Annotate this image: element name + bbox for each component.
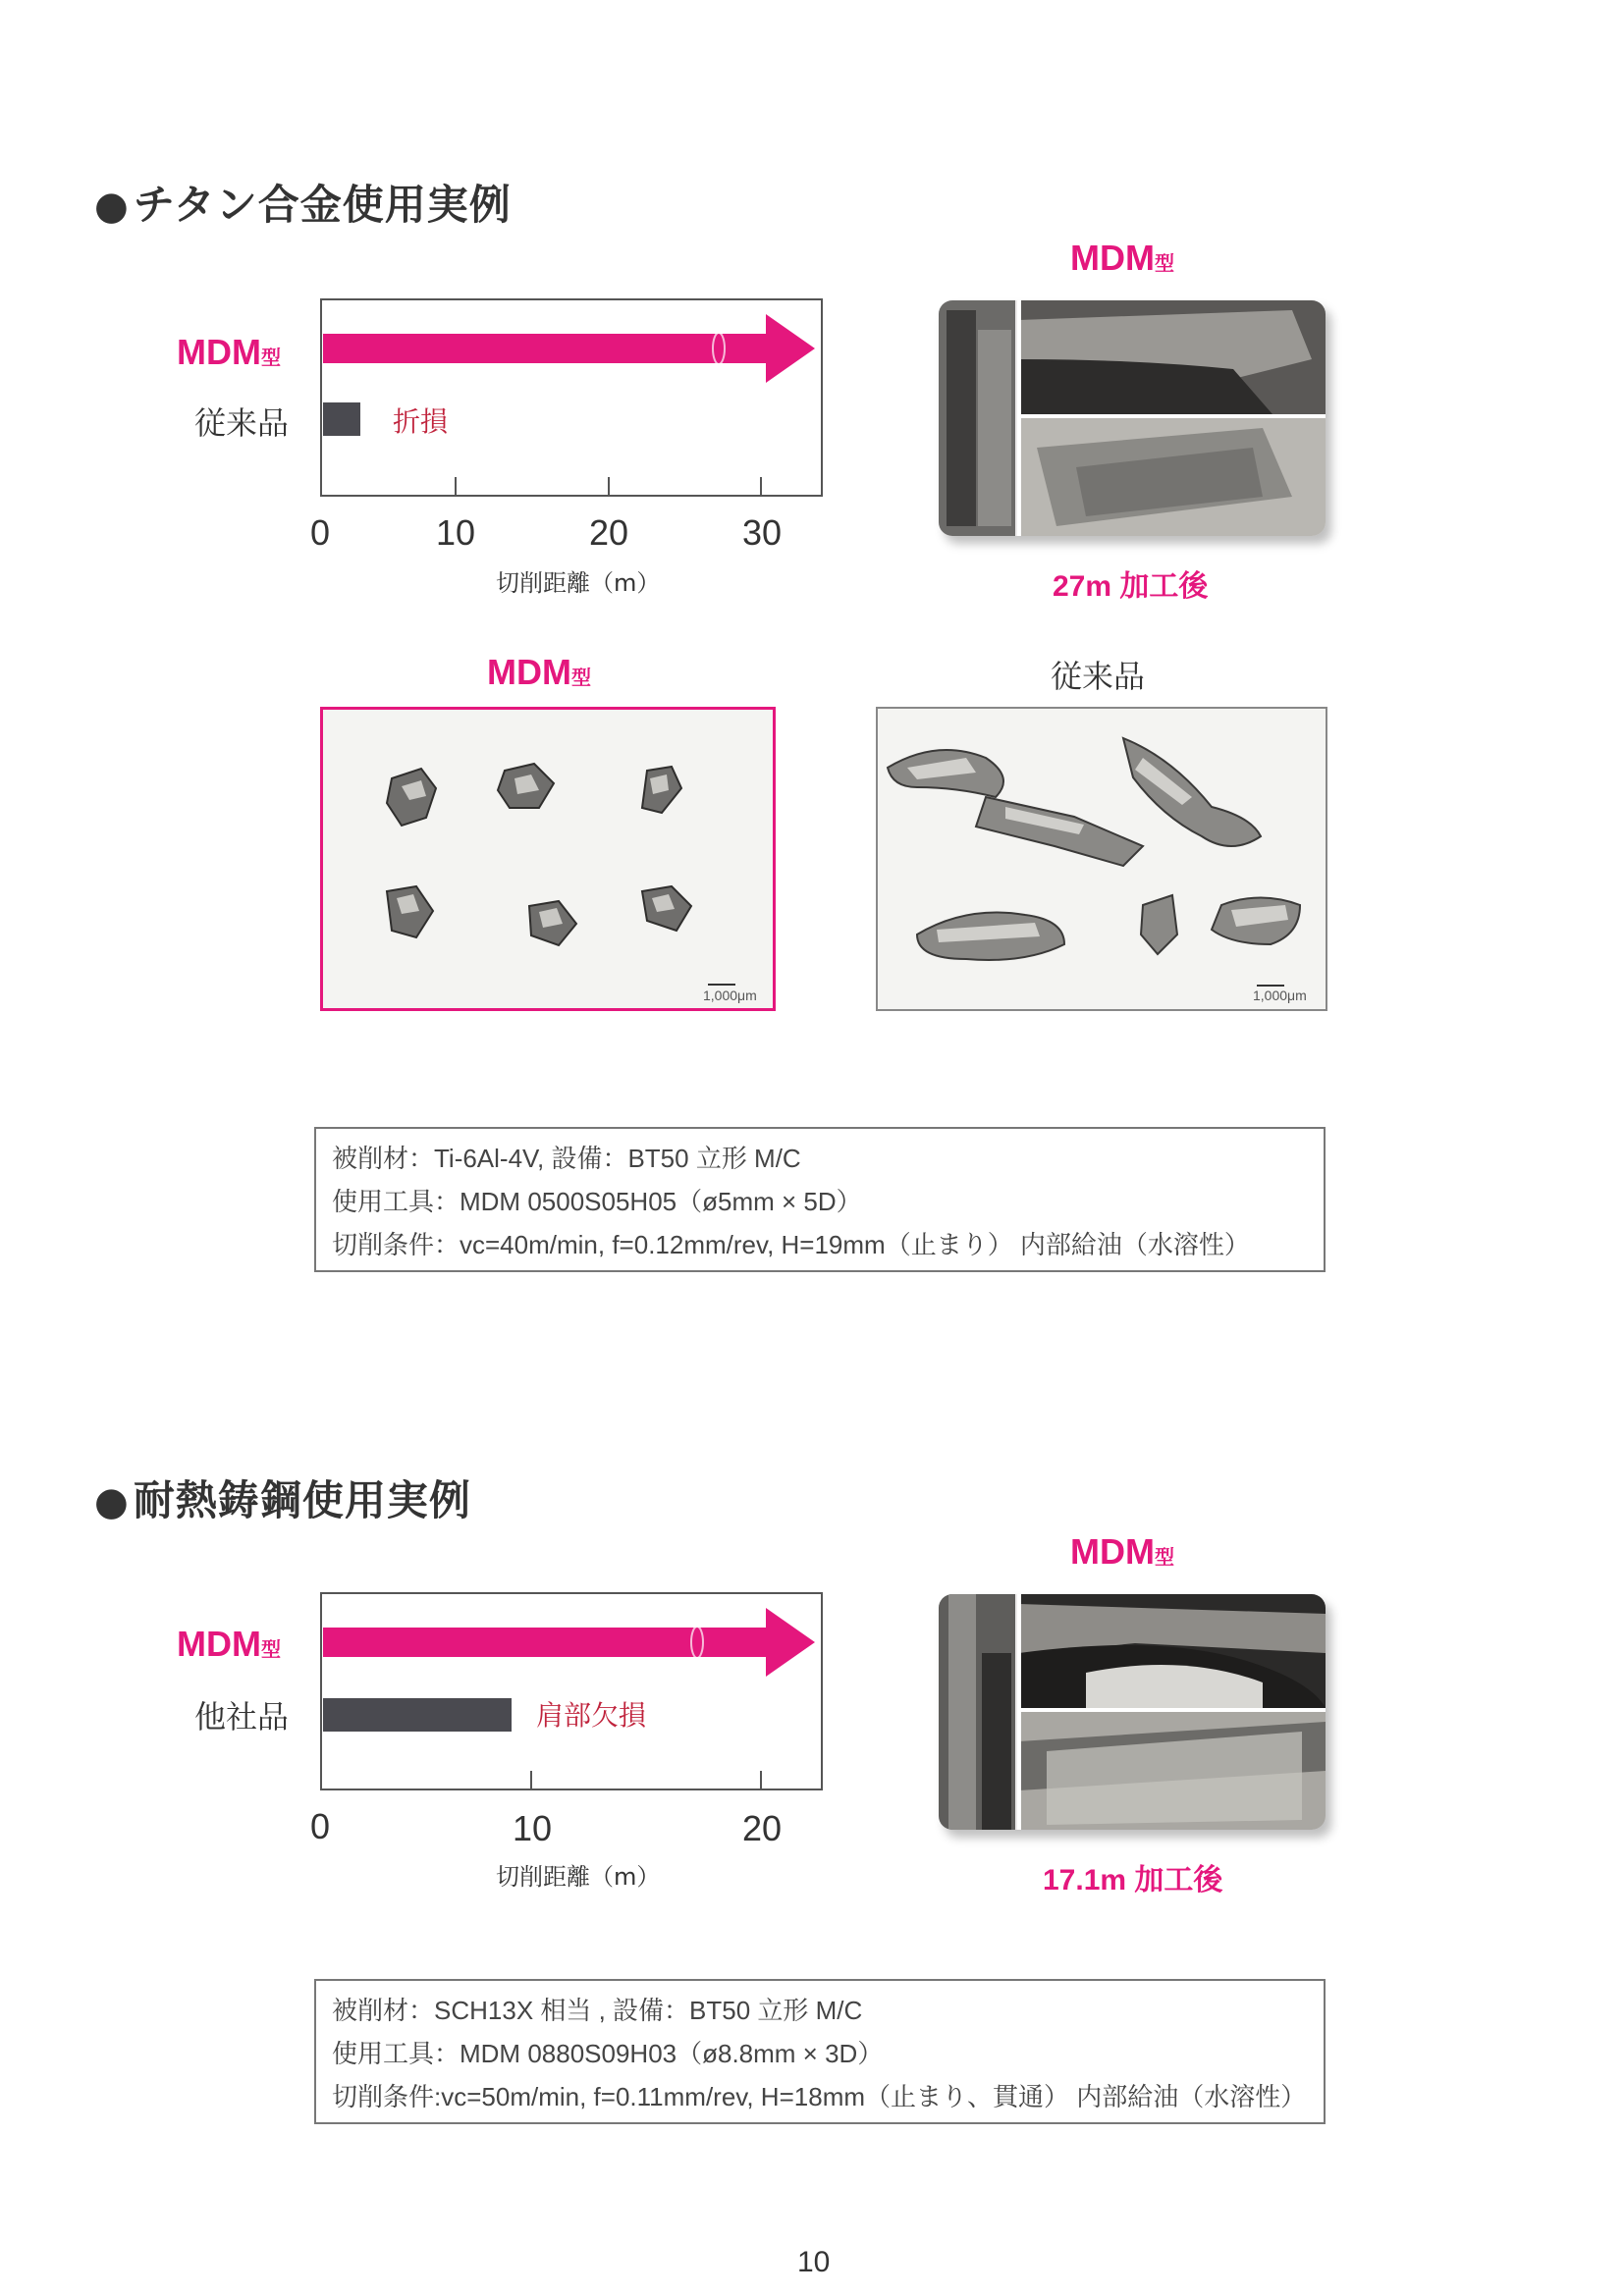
- bullet-icon: ●: [94, 1479, 130, 1524]
- tick-label: 0: [310, 512, 331, 553]
- photo-title: MDM型: [1070, 238, 1174, 278]
- chart-row-label-mdm: MDM型: [177, 332, 281, 372]
- scale-label: 1,000μm: [1253, 988, 1307, 1003]
- x-axis-title: 切削距離（m）: [496, 569, 661, 597]
- tool-line: 使用工具：MDM 0500S05H05（ø5mm × 5D）: [332, 1187, 862, 1216]
- page-number: 10: [797, 2246, 831, 2278]
- failure-label: 折損: [393, 405, 449, 438]
- section-title-cast-steel: ●耐熱鋳鋼使用実例: [94, 1476, 471, 1524]
- chip-photo-conventional: [876, 707, 1327, 1011]
- chart-row-label-conventional: 従来品: [194, 404, 290, 442]
- test-conditions-box: [314, 1979, 1326, 2124]
- bar-competitor: [323, 1698, 512, 1732]
- x-axis-title: 切削距離（m）: [496, 1863, 661, 1891]
- failure-label: 肩部欠損: [536, 1699, 647, 1732]
- tick-label: 0: [310, 1806, 331, 1846]
- scale-label: 1,000μm: [703, 988, 757, 1003]
- section-title-titanium: ●チタン合金使用実例: [94, 181, 512, 229]
- tick-label: 10: [513, 1808, 553, 1848]
- tick-label: 30: [742, 512, 783, 553]
- photo-title: MDM型: [1070, 1531, 1174, 1572]
- chart-row-label-mdm: MDM型: [177, 1624, 281, 1664]
- chip-title-conventional: 従来品: [1051, 658, 1146, 695]
- chart-frame: [321, 1593, 822, 1789]
- photo-caption: 17.1m 加工後: [1043, 1864, 1223, 1896]
- cutting-conditions-line: 切削条件：vc=40m/min, f=0.12mm/rev, H=19mm（止まり） 内部給油（水溶性）: [332, 1230, 1250, 1259]
- tool-wear-photo: [939, 300, 1326, 536]
- tool-line: 使用工具：MDM 0880S09H03（ø8.8mm × 3D）: [332, 2039, 884, 2068]
- tick-label: 10: [436, 512, 476, 553]
- bar-conventional: [323, 402, 360, 436]
- workpiece-line: 被削材：SCH13X 相当 , 設備：BT50 立形 M/C: [332, 1996, 863, 2025]
- tool-wear-photo: [939, 1594, 1326, 1830]
- tick-label: 20: [742, 1808, 783, 1848]
- chip-title-mdm: MDM型: [487, 652, 591, 692]
- chart-row-label-competitor: 他社品: [194, 1698, 290, 1735]
- tick-label: 20: [589, 512, 629, 553]
- cutting-conditions-line: 切削条件:vc=50m/min, f=0.11mm/rev, H=18mm（止まり、貫通） 内部給油（水溶性）: [332, 2082, 1307, 2111]
- test-conditions-box: [314, 1127, 1326, 1272]
- workpiece-line: 被削材：Ti-6Al-4V, 設備：BT50 立形 M/C: [332, 1144, 801, 1173]
- bullet-icon: ●: [94, 184, 130, 229]
- chip-photo-mdm: [320, 707, 776, 1011]
- photo-caption: 27m 加工後: [1053, 570, 1209, 603]
- chart-frame: [321, 299, 822, 496]
